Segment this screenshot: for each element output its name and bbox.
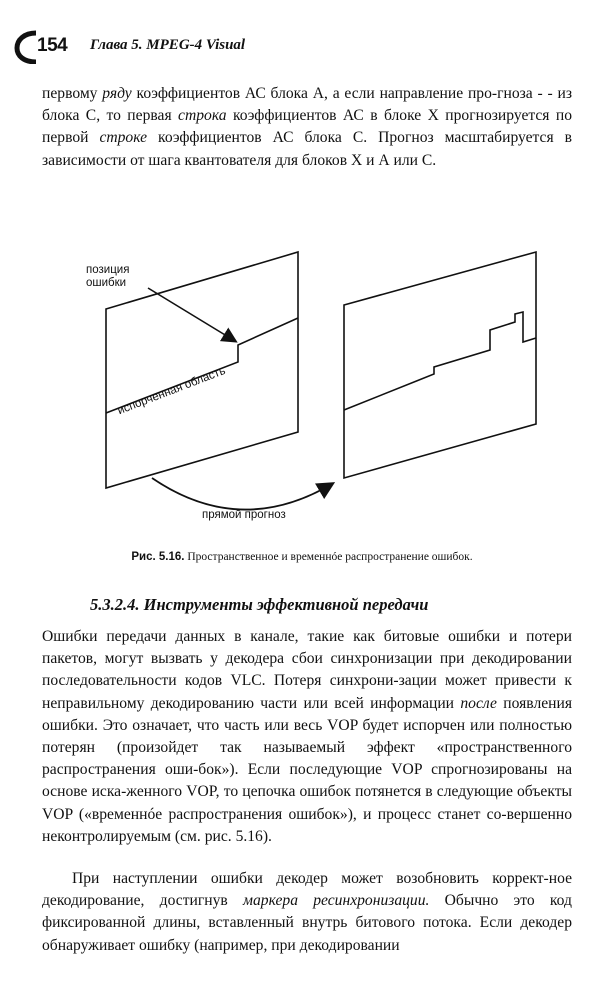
italic-term: после: [460, 694, 497, 712]
text-run: из блока С, то первая: [42, 85, 572, 125]
text-run: коэффициентов АС блока А, а если направление про-гноза: [131, 85, 538, 102]
paragraph-3: [42, 868, 572, 957]
left-vop-panel: [106, 252, 298, 488]
right-error-boundary: [344, 312, 536, 410]
page-header: [14, 30, 594, 64]
text-run: первому: [42, 85, 103, 102]
italic-term: маркера ресинхронизации.: [243, 892, 430, 910]
figure-caption: [0, 551, 604, 563]
text-run: коэффициентов АС в блоке X прогнозируется по первой: [42, 107, 573, 147]
caption-text: Пространственное и временнóе распространение ошибок.: [184, 551, 473, 563]
text-run: появления ошибки. Это означает, что часть или весь VOP будет испорчен или полностью потерян (произойдет так называемый эффект «пространственного распространения оши-бок»). Если последующие VOP спрогнозированы на основе иска-женного VOP, то цепочка ошибок потянется в следующие объекты VOP («временнóе распространения ошибок»), и процесс станет со-вершенно неконтролируемым (см. рис. 5.16).: [42, 694, 573, 845]
section-heading: 5.3.2.4. Инструменты эффективной передачи: [90, 595, 429, 614]
italic-term: строке: [99, 129, 148, 147]
dash-glyph: ‐ ‐: [537, 85, 558, 102]
page-number: 154: [37, 35, 68, 56]
caption-number: Рис. 5.16.: [131, 551, 185, 563]
paragraph-2: [42, 626, 572, 848]
paragraph-1: [42, 83, 572, 172]
figure-error-propagation: [60, 238, 560, 528]
text-run: При наступлении ошибки декодер может возобновить коррект-ное декодирование, достигнув: [42, 870, 572, 910]
text-run: коэффициентов АС блока С. Прогноз масштабируется в зависимости от шага квантователя для блоков X и А или С.: [42, 129, 572, 169]
error-position-arrow: [148, 288, 235, 341]
label-corrupted-area: испорченная область: [116, 364, 228, 418]
label-error-position: позиция ошибки: [86, 264, 130, 289]
text-run: Обычно это код фиксированной длины, вставленный внутрь битового потока. Если декодер обнаруживает ошибку (например, при декодировании: [42, 892, 572, 954]
forward-prediction-arrow: [152, 478, 332, 510]
italic-term: ряду: [102, 85, 132, 102]
chapter-title: Глава 5. MPEG-4 Visual: [90, 37, 246, 53]
text-run: Ошибки передачи данных в канале, такие как битовые ошибки и потери пакетов, могут вызвать у декодера сбои синхронизации при декодировании последовательности кодов VLC. Потеря синхрони-зации может привести к неправильному декодированию части или всей информации: [42, 628, 572, 712]
italic-term: строка: [178, 107, 227, 125]
error-propagation-diagram: [60, 238, 560, 528]
label-forward-prediction: прямой прогноз: [202, 509, 286, 521]
